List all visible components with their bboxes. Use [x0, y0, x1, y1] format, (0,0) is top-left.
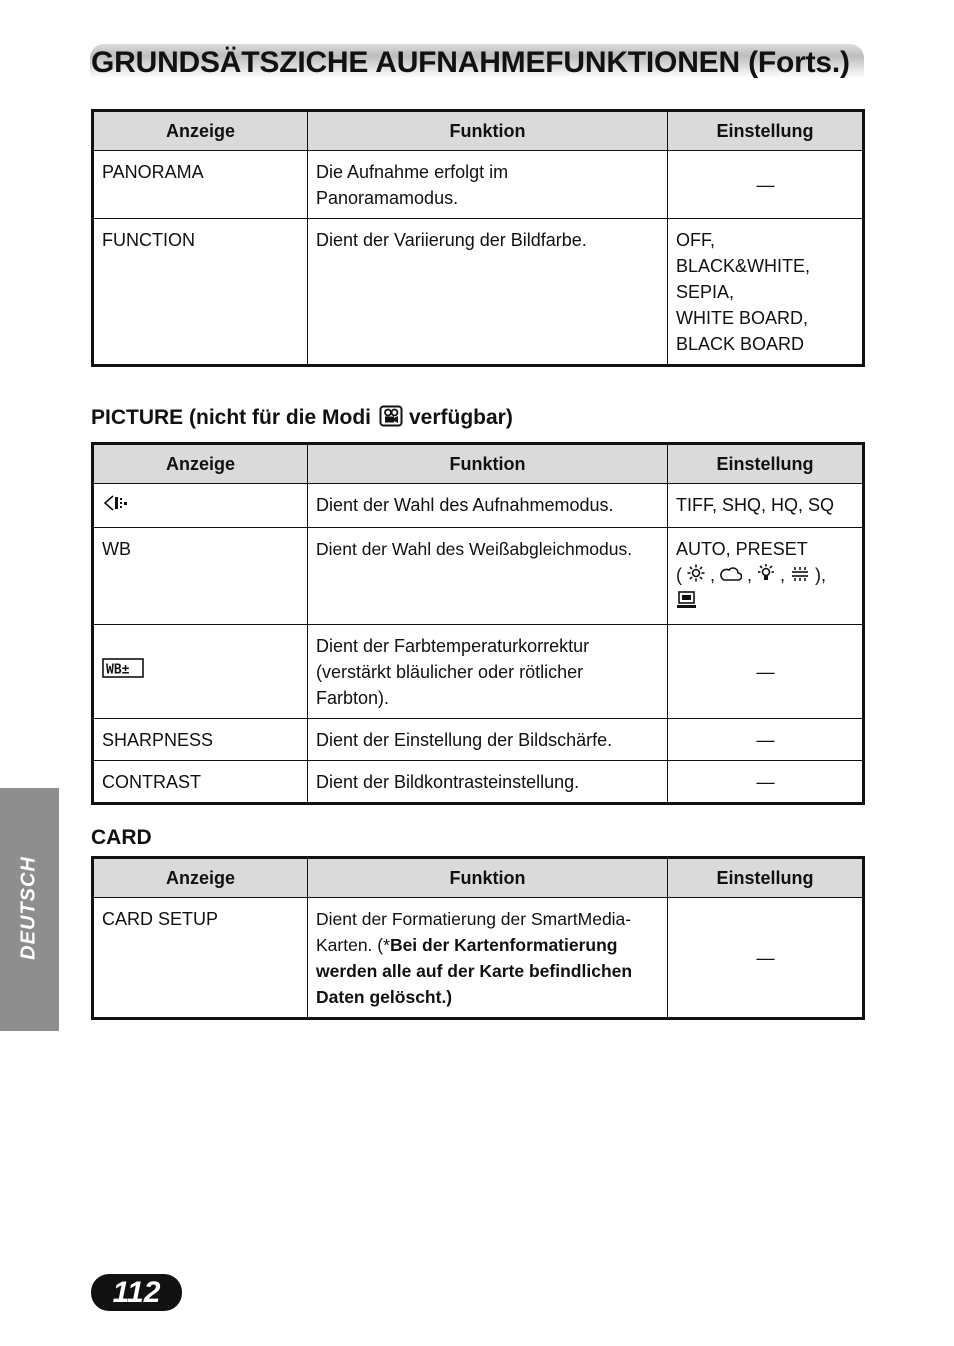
anzeige-cell: [93, 484, 308, 528]
einstellung-cell: AUTO, PRESET ( , , , ),: [668, 527, 864, 624]
table-header-row: [93, 111, 864, 151]
table-row: [93, 718, 864, 760]
movie-camera-icon: [379, 405, 403, 433]
funktion-cell: Dient der Variierung der Bildfarbe.: [308, 219, 668, 366]
svg-text:WB±: WB±: [106, 662, 130, 678]
table-row: [93, 151, 864, 219]
funktion-cell: Dient der Wahl des Weißabgleichmodus.: [308, 527, 668, 624]
header-anzeige: Anzeige: [93, 444, 308, 484]
einstellung-cell: —: [668, 760, 864, 803]
funktion-cell: Dient der Bildkontrasteinstellung.: [308, 760, 668, 803]
picture-section-title: [91, 405, 513, 433]
funktion-line: Dient der Farbtemperaturkorrektur: [316, 635, 590, 656]
option-black-board: BLACK BOARD: [676, 334, 805, 354]
title-text: verfügbar): [408, 406, 513, 429]
funktion-line: Die Aufnahme erfolgt im: [316, 162, 509, 182]
header-einstellung: Einstellung: [668, 858, 864, 898]
header-funktion: Funktion: [308, 858, 668, 898]
language-label: DEUTSCH: [17, 856, 40, 960]
anzeige-cell: [93, 624, 308, 718]
einstellung-cell: —: [668, 151, 864, 219]
option-black-white: BLACK&WHITE,: [676, 256, 811, 276]
table-row: [93, 484, 864, 528]
wb-correction-icon: [102, 657, 144, 686]
header-einstellung: Einstellung: [668, 111, 864, 151]
page-title: GRUNDSÄTSZICHE AUFNAHMEFUNKTIONEN (Forts.): [91, 46, 850, 79]
funktion-line: Karten. (*: [316, 935, 390, 955]
table-row: [93, 624, 864, 718]
option-sepia: SEPIA,: [676, 282, 735, 302]
tungsten-icon: [757, 563, 775, 589]
table-row: [93, 219, 864, 366]
table-header-row: [93, 858, 864, 898]
funktion-cell: Dient der Wahl des Aufnahmemodus.: [308, 484, 668, 528]
header-funktion: Funktion: [308, 444, 668, 484]
header-einstellung: Einstellung: [668, 444, 864, 484]
einstellung-cell: —: [668, 624, 864, 718]
option-white-board: WHITE BOARD,: [676, 308, 809, 328]
anzeige-cell: CONTRAST: [93, 760, 308, 803]
table-row: [93, 760, 864, 803]
einstellung-cell: —: [668, 898, 864, 1019]
anzeige-cell: SHARPNESS: [93, 718, 308, 760]
cloudy-icon: [720, 563, 742, 589]
record-mode-icon: [102, 493, 130, 520]
card-section-title: CARD: [91, 826, 152, 849]
funktion-cell: [308, 898, 668, 1019]
funktion-cell: [308, 151, 668, 219]
function-table: [91, 109, 865, 367]
funktion-line: (verstärkt bläulicher oder rötlicher: [316, 661, 584, 682]
warning-text: Bei der Kartenformatierung: [389, 935, 618, 955]
funktion-line: Farbton).: [316, 687, 390, 708]
funktion-line: Panoramamodus.: [316, 188, 459, 208]
warning-text: Daten gelöscht.): [316, 987, 453, 1007]
option-off: OFF,: [676, 230, 715, 250]
header-funktion: Funktion: [308, 111, 668, 151]
anzeige-cell: FUNCTION: [93, 219, 308, 366]
anzeige-cell: PANORAMA: [93, 151, 308, 219]
einstellung-cell: —: [668, 718, 864, 760]
sunny-icon: [687, 563, 705, 589]
warning-text: werden alle auf der Karte befindlichen: [316, 961, 633, 981]
anzeige-cell: WB: [93, 527, 308, 624]
funktion-cell: Dient der Einstellung der Bildschärfe.: [308, 718, 668, 760]
card-table: [91, 856, 865, 1020]
header-anzeige: Anzeige: [93, 858, 308, 898]
anzeige-cell: CARD SETUP: [93, 898, 308, 1019]
funktion-line: Dient der Formatierung der SmartMedia-: [316, 909, 632, 929]
custom-wb-icon: [676, 590, 698, 617]
table-row: [93, 898, 864, 1019]
einstellung-cell: [668, 219, 864, 366]
picture-table: [91, 442, 865, 805]
funktion-cell: [308, 624, 668, 718]
page-number: 112: [91, 1274, 182, 1311]
wb-options-text: AUTO, PRESET: [676, 538, 808, 559]
table-row: [93, 527, 864, 624]
table-header-row: [93, 444, 864, 484]
einstellung-cell: TIFF, SHQ, HQ, SQ: [668, 484, 864, 528]
fluorescent-icon: [790, 563, 810, 589]
header-anzeige: Anzeige: [93, 111, 308, 151]
title-text: PICTURE (nicht für die Modi: [91, 406, 371, 429]
